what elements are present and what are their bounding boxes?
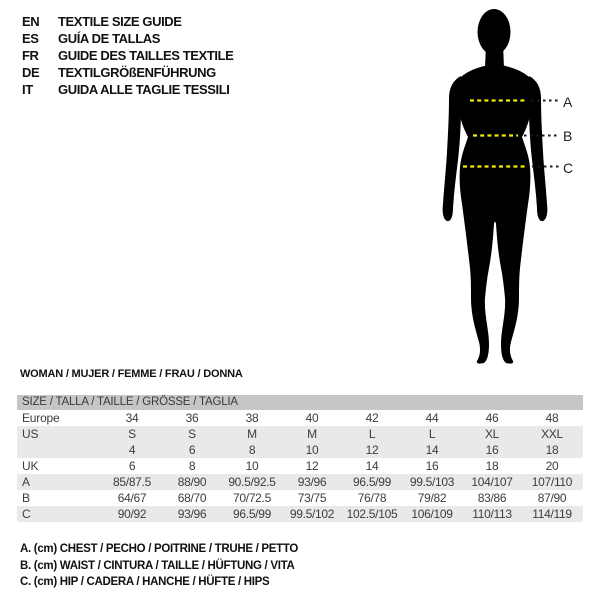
table-cell: 12 [365,443,379,457]
table-cell: 18 [545,443,559,457]
row-label: UK [22,459,39,473]
language-row-it [22,81,233,98]
marker-c-label: C [563,160,574,176]
woman-silhouette-icon [437,6,561,364]
row-label [17,442,102,458]
table-cell: 8 [188,459,196,473]
table-cell: 14 [425,443,439,457]
table-cell: 106/109 [411,507,453,521]
language-code: IT [22,82,33,97]
table-cell: 12 [305,459,319,473]
table-cell: 99.5/103 [409,475,455,489]
table-cell: 114/119 [532,507,572,521]
section-title: WOMAN / MUJER / FEMME / FRAU / DONNA [20,368,243,380]
table-cell: 85/87.5 [113,475,151,489]
language-title: TEXTILE SIZE GUIDE [58,14,182,29]
table-cell: 10 [245,459,259,473]
table-cell: 79/82 [417,491,447,505]
marker-b-label: B [563,128,573,144]
table-cell: S [128,427,136,441]
table-cell: 90/92 [117,507,147,521]
language-row-de [22,64,233,81]
table-cell: 102.5/105 [346,507,398,521]
table-cell: 110/113 [472,507,512,521]
table-cell: 4 [128,443,136,457]
table-cell: M [307,427,317,441]
size-table [17,395,583,522]
table-cell: M [247,427,257,441]
language-row-fr [22,47,233,64]
legend-waist: B. (cm) WAIST / CINTURA / TAILLE / HÜFTUNG / VITA [20,559,295,572]
table-row-waist [17,490,583,506]
table-cell: 104/107 [471,475,513,489]
table-row-us-numeric [17,442,583,458]
table-cell: 38 [245,411,259,425]
table-cell: 16 [425,459,439,473]
table-cell: 96.5/99 [353,475,391,489]
table-header-bar: SIZE / TALLA / TAILLE / GRÖSSE / TAGLIA [17,395,583,410]
row-label: Europe [22,411,60,425]
table-cell: 16 [485,443,499,457]
language-title: GUÍA DE TALLAS [58,31,161,46]
table-cell: 107/110 [531,475,573,489]
table-cell: 10 [305,443,319,457]
table-cell: 76/78 [357,491,387,505]
language-code: FR [22,48,39,63]
table-cell: L [368,427,376,441]
table-cell: 6 [128,459,136,473]
table-cell: 42 [365,411,379,425]
table-cell: 87/90 [537,491,567,505]
language-list [22,13,233,98]
table-row-hip [17,506,583,522]
table-row-us [17,426,583,442]
table-cell: S [188,427,196,441]
table-cell: 18 [485,459,499,473]
table-cell: 93/96 [297,475,327,489]
table-cell: 46 [485,411,499,425]
language-row-en [22,13,233,30]
table-cell: 40 [305,411,319,425]
table-row-uk [17,458,583,474]
row-label: A [22,475,30,489]
table-cell: 99.5/102 [289,507,335,521]
table-cell: 88/90 [177,475,207,489]
row-label: B [22,491,30,505]
measurement-legend [20,541,298,591]
table-cell: 83/86 [477,491,507,505]
table-cell: 8 [248,443,256,457]
table-cell: 20 [545,459,559,473]
language-title: TEXTILGRÖßENFÜHRUNG [58,65,216,80]
language-title: GUIDE DES TAILLES TEXTILE [58,48,234,63]
table-cell: 44 [425,411,439,425]
table-cell: 64/67 [117,491,147,505]
language-code: EN [22,14,40,29]
table-cell: 96.5/99 [233,507,271,521]
table-cell: XL [484,427,500,441]
table-cell: 48 [545,411,559,425]
row-label: US [22,427,39,441]
table-cell: 68/70 [177,491,207,505]
marker-a-label: A [563,94,573,110]
language-code: ES [22,31,39,46]
legend-hip: C. (cm) HIP / CADERA / HANCHE / HÜFTE / HIPS [20,576,270,588]
table-cell: 90.5/92.5 [228,475,276,489]
table-row-chest [17,474,583,490]
legend-chest: A. (cm) CHEST / PECHO / POITRINE / TRUHE / PETTO [20,543,299,555]
table-cell: 93/96 [177,507,207,521]
table-cell: L [428,427,436,441]
table-cell: 73/75 [297,491,327,505]
table-cell: XXL [541,427,563,441]
language-title: GUIDA ALLE TAGLIE TESSILI [58,82,230,97]
table-row-europe [17,410,583,426]
language-code: DE [22,65,40,80]
table-cell: 70/72.5 [233,491,271,505]
table-cell: 36 [185,411,199,425]
row-label: C [22,507,31,521]
table-cell: 14 [365,459,379,473]
language-row-es [22,30,233,47]
table-cell: 6 [188,443,196,457]
table-cell: 34 [125,411,139,425]
